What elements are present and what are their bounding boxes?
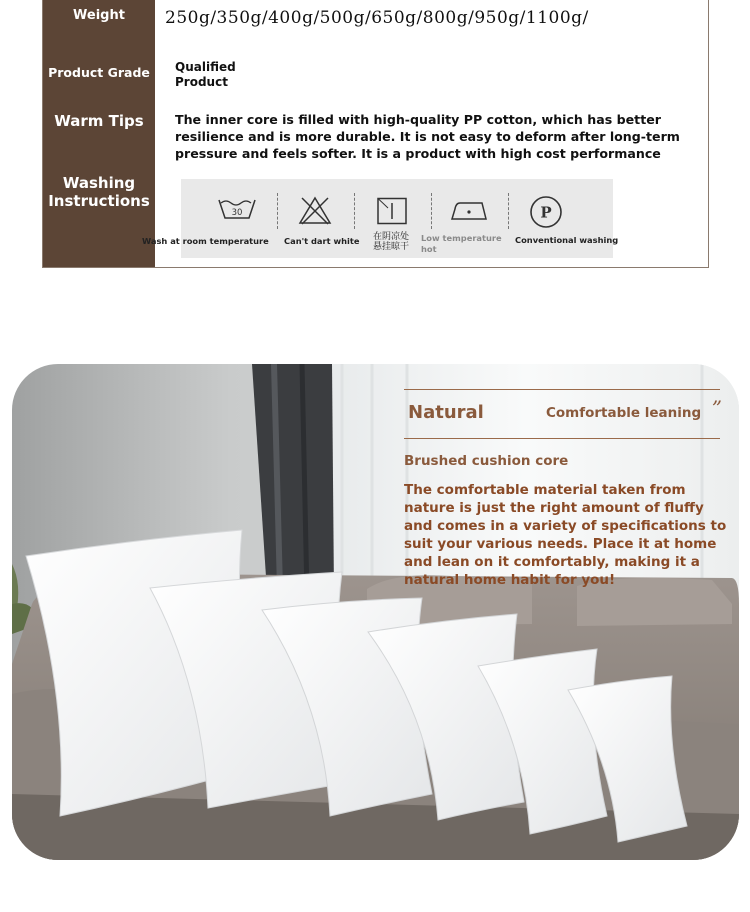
wash-caption-line1: Low temperature [421, 233, 502, 243]
wash-caption: Conventional washing [515, 235, 619, 245]
feature-heading [404, 389, 720, 439]
dry-in-shade-icon [376, 197, 408, 225]
grade-label: Product Grade [48, 65, 150, 80]
wash-item [355, 179, 431, 258]
feature-description: The comfortable material taken from nature is just the right amount of fluffy and comes in a variety of specifications to suit your various needs. Place it at home and lean on it comfortably, making it a natural home habit for you! [404, 482, 727, 588]
feature-subtitle: Brushed cushion core [404, 453, 569, 469]
wash-temp-number: 30 [231, 208, 243, 218]
grade-value-line1: Qualified [175, 60, 236, 74]
wash-item [142, 179, 277, 258]
no-bleach-icon [298, 196, 332, 226]
dry-clean-p-icon [529, 195, 563, 229]
wash-caption: Can't dart white [284, 236, 360, 246]
wash-caption-line2: 悬挂晾干 [373, 242, 410, 252]
tips-label: Warm Tips [54, 112, 144, 130]
tips-value: The inner core is filled with high-quality PP cotton, which has better resilience and is more durable. It is not easy to deform after long-term pressure and feels softer. It is a product with high cost performance [175, 112, 680, 161]
dry-clean-letter: P [540, 203, 552, 222]
wash-caption [421, 233, 502, 255]
quote-mark-icon: ” [711, 396, 722, 420]
wash-caption: Wash at room temperature [142, 236, 269, 246]
weight-label: Weight [73, 8, 125, 23]
iron-low-icon [450, 199, 488, 221]
washing-instructions [142, 179, 619, 258]
heading-sub: Comfortable leaning [546, 405, 702, 421]
wash-item [421, 179, 508, 258]
wash-caption-line2: hot [421, 244, 437, 254]
wash-label [43, 174, 155, 210]
heading-main: Natural [408, 402, 484, 423]
spec-label-column [43, 0, 155, 267]
wash-item [278, 179, 360, 258]
wash-label-line1: Washing [62, 174, 136, 192]
wash-item [509, 179, 619, 258]
wash-caption-line1: 在阴凉处 [373, 232, 410, 242]
wash-label-line2: Instructions [48, 192, 150, 210]
weight-value: 250g/350g/400g/500g/650g/800g/950g/1100g/ [165, 8, 589, 28]
wash-tub-30-icon [217, 194, 257, 222]
grade-value [175, 60, 265, 90]
spec-table [42, 0, 709, 268]
wash-caption [373, 232, 409, 252]
grade-value-line2: Product [175, 75, 228, 89]
